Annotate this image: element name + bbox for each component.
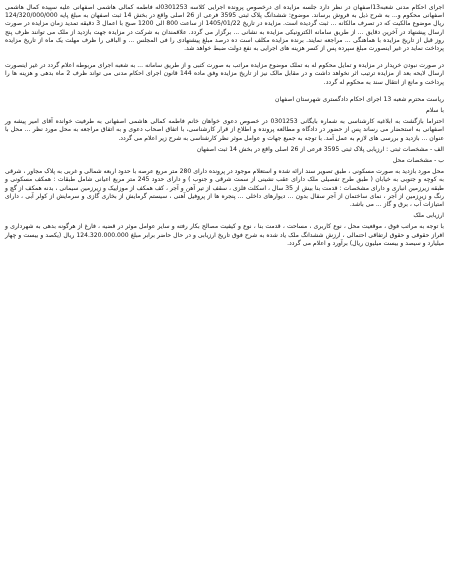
addressee-line: ریاست محترم شعبه 13 اجرای احکام دادگستری شهرستان اصفهان — [275, 95, 444, 103]
expert-report-intro-paragraph: احتراما بازگشت به ابلاغیه کارشناسی به شماره بایگانی 0301253 در خصوص دعوی خواهان خانم فاطمه کمالی هاشمی اصفهانی به طرفیت خوانده آقای امیر پیشه ور اصفهانی به استحضار می رساند پس از حضور در دادگاه و مطالعه پرونده و اطلاع از قرار کارشناسی، با اتفاق اصحاب دعوی و به اتفاق مراجعه به محل مورد نظر ... محل با عنوان ... بازدید و بررسی های لازم به عمل آمد. با توجه به جمیع جهات و عوامل موثر نظر کارشناسی به شرح زیر اعلام می گردد. — [5, 118, 444, 142]
property-description-paragraph: محل مورد بازدید به صورت مسکونی ، طبق تصویر سند ارائه شده و استعلام موجود در پرونده دارای 280 متر مربع عرصه با حدود اربعه شمالی و غربی به پلاک مجاور ، شرقی به کوچه و جنوبی به خیابان ( طبق طرح تفصیلی ملک دارای عقب نشینی از سمت شرقی و جنوب ) و دارای حدود 245 متر مربع اعیانی شامل طبقات : همکف مسکونی و طبقه زیرزمین انباری و دارای مشخصات : قدمت بنا بیش از 35 سال ، اسکلت فلزی ، سقف از تیر آهن و آجر ، کف همکف از موزاییک و زیرزمین سیمانی ، بدنه همکف از گچ و رنگ و زیرزمین از آجر ، نمای ساختمان از آجر سفال بدون ... دیوارهای داخلی ... پنجره ها از پروفیل آهنی ، سیستم گرمایش از بخاری گازی و سرمایش از کولر آبی ، دارای امتیازات آب ، برق و گاز ... می باشد. — [5, 168, 445, 209]
valuation-heading: ارزیابی ملک — [413, 212, 444, 220]
auction-announcement-paragraph: اجرای احکام مدنی شعبه13اصفهان در نظر دارد جلسه مزایده ای درخصوص پرونده اجرایی کلاسه 0301253له فاطمه کمالی هاشمی اصفهانی علیه سپیده کمال هاشمی اصفهانی محکوم و... به شرح ذیل به فروش برساند. موضوع: ششدانگ پلاک ثبتی 3595 فرعی از 26 اصلی واقع در بخش 14 ثبت اصفهان به مبلغ پایه 124/320/000/000 ریال موضوع مالکیت که در تصرف مالکانه ... ثبت گردیده است. مزایده در تاریخ 1405/01/22 از ساعت 800 الی 1200 صبح با اعمال 3 دقیقه تمدید زمان مزایده در صورت ارسال پیشنهاد در آخرین دقایق ... از طریق سامانه الکترونیکی مزایده به نشانی ... برگزار می گردد. علاقمندان به شرکت در مزایده جهت بازدید از ملک می توانند ظرف پنج روز قبل از تاریخ مزایده با هماهنگی ... مراجعه نمایند. برنده مزایده مکلف است ده درصد مبلغ پیشنهادی را فی المجلس ... و الباقی را ظرف مهلت یک ماه از تاریخ مزایده پرداخت نماید در غیر اینصورت مبلغ سپرده پس از کسر هزینه های اجرایی به نفع دولت ضبط خواهد شد. — [5, 4, 445, 53]
location-details-heading: ب - مشخصات محل — [392, 157, 444, 165]
greeting-line: با سلام — [425, 107, 444, 115]
registration-details-heading: الف - مشخصات ثبتی : ارزیابی پلاک ثبتی 3595 فرعی از 26 اصلی واقع در بخش 14 ثبت اصفهان — [196, 145, 444, 153]
valuation-paragraph: با توجه به مراتب فوق ، موقعیت محل ، نوع کاربری ، مساحت ، قدمت بنا ، نوع و کیفیت مصالح بکار رفته و سایر عوامل موثر در قضیه ، فارغ از هرگونه بدهی به شهرداری و افراز حقوقی و حقوق ارتفاقی احتمالی ، ارزش ششدانگ ملک یاد شده به شرح فوق تاریخ ارزیابی و در حال حاضر برابر مبلغ 124.320.000.000 ریال (یکصد و بیست و چهار میلیارد و سیصد و بیست میلیون ریال) برآورد و اعلام می گردد. — [5, 223, 444, 247]
buyer-absence-paragraph: در صورت نبودن خریدار در مزایده و تمایل محکوم له به تملک موضوع مزایده مراتب به صورت کتبی و از طریق سامانه ... به شعبه اجرای مربوطه اعلام گردد در غیر اینصورت ارسال لایحه بعد از مزایده ترتیب اثر نخواهد داشت و در مقابل مالک نیز از تاریخ مزایده وفق ماده 144 قانون اجرای احکام مدنی می تواند ظرف 2 ماه بدهی و هزینه ها را پرداخت و مانع از انتقال سند به محکوم له گردد. — [5, 62, 444, 86]
